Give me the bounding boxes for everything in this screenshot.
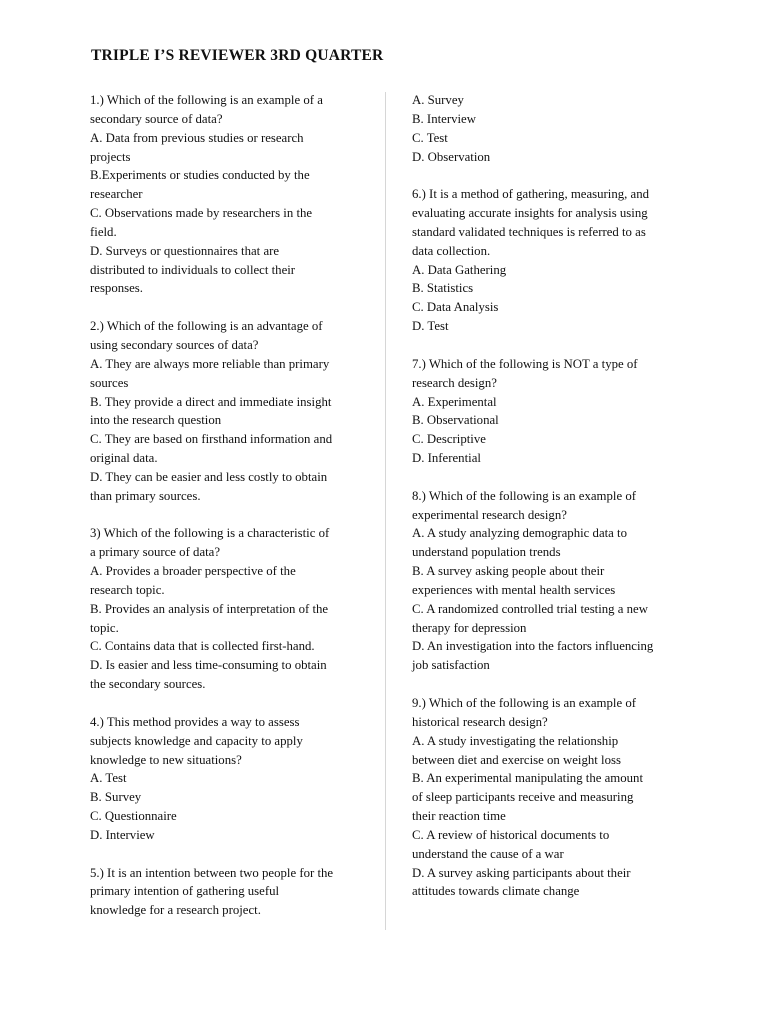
text-line: A. Test [90,771,127,786]
text-line: C. Descriptive [412,432,486,447]
text-line: secondary source of data? [90,111,223,126]
text-line: original data. [90,451,158,466]
text-line: A. A study investigating the relationship [412,733,619,748]
text-line: knowledge for a research project. [90,903,261,918]
text-line: B. Provides an analysis of interpretation of the [90,601,329,616]
text-line: B.Experiments or studies conducted by the [90,168,310,183]
text-line: field. [90,224,117,239]
text-line: B. An experimental manipulating the amount [412,771,644,786]
column-divider [385,92,386,930]
text-line: understand population trends [412,545,561,560]
question-text: 2.) Which of the following is an advantage of [90,319,323,334]
text-line: A. Provides a broader perspective of the [90,564,296,579]
text-line: knowledge to new situations? [90,752,242,767]
right-column [412,91,680,920]
text-line: A. Data Gathering [412,262,507,277]
question-block [90,864,362,921]
question-text: 4.) This method provides a way to assess [90,714,300,729]
text-line: C. Data Analysis [412,300,499,315]
question-text: 3) Which of the following is a characteristic of [90,526,330,541]
question-block [90,91,362,298]
text-line: C. They are based on firsthand information and [90,432,333,447]
question-text: 5.) It is an intention between two people for the [90,865,334,880]
text-line: A. Experimental [412,394,497,409]
text-line: D. A survey asking participants about their [412,865,631,880]
text-line: C. A randomized controlled trial testing a new [412,601,648,616]
text-line: primary intention of gathering useful [90,884,280,899]
question-text: A. Survey [412,93,464,107]
text-line: than primary sources. [90,488,201,503]
text-line: researcher [90,187,143,202]
question-block [90,317,362,505]
text-line: D. Test [412,319,449,334]
question-text: 9.) Which of the following is an example of [412,696,637,710]
text-line: projects [90,149,131,164]
question-block [412,91,680,166]
text-line: A. Data from previous studies or research [90,130,304,145]
text-line: a primary source of data? [90,545,221,560]
text-line: distributed to individuals to collect their [90,262,296,277]
text-line: responses. [90,281,143,296]
text-line: research topic. [90,582,165,597]
text-line: their reaction time [412,809,506,824]
text-line: B. A survey asking people about their [412,564,605,579]
text-line: A. A study analyzing demographic data to [412,526,628,541]
text-line: topic. [90,620,119,635]
text-line: B. They provide a direct and immediate insight [90,394,332,409]
question-block [412,355,680,468]
text-line: B. Survey [90,790,142,805]
text-line: job satisfaction [412,658,490,673]
text-line: D. An investigation into the factors influencing [412,639,654,654]
question-block [412,694,680,901]
text-line: data collection. [412,243,491,258]
text-line: experimental research design? [412,507,567,522]
text-line: standard validated techniques is referred to as [412,224,646,239]
text-line: therapy for depression [412,620,527,635]
text-line: B. Interview [412,111,476,126]
text-line: A. They are always more reliable than primary [90,356,330,371]
text-line: B. Observational [412,413,499,428]
question-text: 1.) Which of the following is an example of a [90,93,323,107]
text-line: D. They can be easier and less costly to obtain [90,469,328,484]
text-line: sources [90,375,129,390]
text-line: D. Surveys or questionnaires that are [90,243,280,258]
text-line: using secondary sources of data? [90,337,259,352]
text-line: research design? [412,375,497,390]
question-text: 6.) It is a method of gathering, measuring, and [412,187,650,202]
text-line: B. Statistics [412,281,474,296]
text-line: understand the cause of a war [412,846,564,861]
text-line: evaluating accurate insights for analysis using [412,206,648,221]
text-line: into the research question [90,413,222,428]
question-block [90,713,362,845]
question-text: 8.) Which of the following is an example of [412,488,637,503]
text-line: historical research design? [412,714,548,729]
text-line: C. A review of historical documents to [412,827,610,842]
text-line: experiences with mental health services [412,582,616,597]
text-line: C. Questionnaire [90,809,177,824]
question-block [412,487,680,675]
text-line: between diet and exercise on weight loss [412,752,621,767]
text-line: C. Observations made by researchers in the [90,206,313,221]
text-line: attitudes towards climate change [412,884,580,899]
page-title: TRIPLE I’S REVIEWER 3RD QUARTER [91,47,384,64]
left-column [90,91,362,939]
text-line: subjects knowledge and capacity to apply [90,733,303,748]
question-block [90,524,362,694]
question-block [412,185,680,336]
text-line: the secondary sources. [90,677,206,692]
text-line: D. Interview [90,827,155,842]
text-line: C. Contains data that is collected first-hand. [90,639,315,654]
text-line: of sleep participants receive and measuring [412,790,634,805]
question-text: 7.) Which of the following is NOT a type of [412,356,638,371]
text-line: D. Inferential [412,451,481,466]
text-line: D. Observation [412,149,491,164]
text-line: C. Test [412,130,448,145]
text-line: D. Is easier and less time-consuming to obtain [90,658,327,673]
